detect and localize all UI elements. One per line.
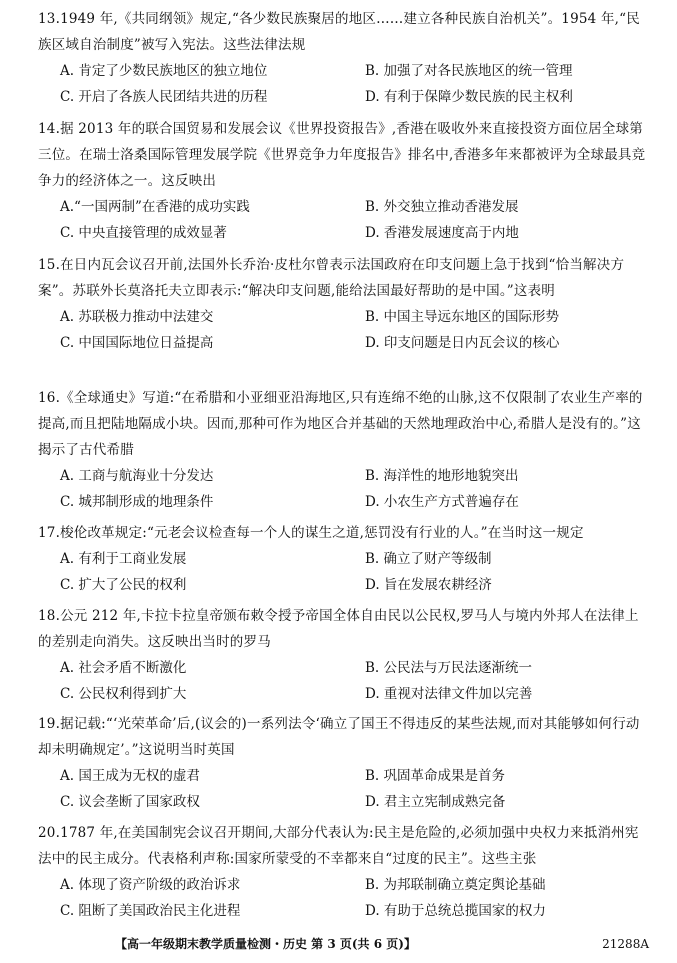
question-18 xyxy=(38,603,648,707)
option-b: B. 海洋性的地形地貌突出 xyxy=(365,468,519,484)
option-a: A. 社会矛盾不断激化 xyxy=(60,660,187,676)
question-19 xyxy=(38,711,648,815)
option-d: D. 重视对法律文件加以完善 xyxy=(365,686,533,702)
option-d: D. 君主立宪制成熟完备 xyxy=(365,794,506,810)
option-c: C. 阻断了美国政治民主化进程 xyxy=(60,903,241,919)
option-a: A. 有利于工商业发展 xyxy=(60,551,187,567)
question-13 xyxy=(38,6,648,110)
option-grid xyxy=(60,655,648,707)
option-d: D. 旨在发展农耕经济 xyxy=(365,577,492,593)
page-footer xyxy=(0,934,677,954)
option-a: A. 国王成为无权的虚君 xyxy=(60,768,200,784)
option-b: B. 公民法与万民法逐渐统一 xyxy=(365,660,533,676)
option-c: C. 开启了各族人民团结共进的历程 xyxy=(60,89,268,105)
option-b: B. 中国主导远东地区的国际形势 xyxy=(365,309,560,325)
footer-title: 【高一年级期末教学质量检测・历史 第 3 页(共 6 页)】 xyxy=(115,937,416,951)
option-grid xyxy=(60,763,648,815)
question-20 xyxy=(38,820,648,924)
option-d: D. 印支问题是日内瓦会议的核心 xyxy=(365,335,560,351)
option-b: B. 为邦联制确立奠定舆论基础 xyxy=(365,877,546,893)
option-b: B. 巩固革命成果是首务 xyxy=(365,768,506,784)
question-stem: 16.《全球通史》写道:“在希腊和小亚细亚沿海地区,只有连绵不绝的山脉,这不仅限制了农业生产率的提高,而且把陆地隔成小块。因而,那种可作为地区合并基础的天然地理政治中心,希腊人是没有的。”这揭示了古代希腊 xyxy=(38,390,643,458)
option-d: D. 小农生产方式普遍存在 xyxy=(365,494,519,510)
option-a: A. 工商与航海业十分发达 xyxy=(60,468,214,484)
question-stem: 13.1949 年,《共同纲领》规定,“各少数民族聚居的地区……建立各种民族自治机关”。1954 年,“民族区域自治制度”被写入宪法。这些法律法规 xyxy=(38,11,640,53)
option-c: C. 议会垄断了国家政权 xyxy=(60,794,200,810)
option-a: A. 苏联极力推动中法建交 xyxy=(60,309,214,325)
option-grid xyxy=(60,463,648,515)
question-stem: 14.据 2013 年的联合国贸易和发展会议《世界投资报告》,香港在吸收外来直接投资方面位居全球第三位。在瑞士洛桑国际管理发展学院《世界竞争力年度报告》排名中,香港多年来都被评为全球最具竞争力的经济体之一。这反映出 xyxy=(38,121,646,189)
question-stem: 17.梭伦改革规定:“元老会议检查每一个人的谋生之道,惩罚没有行业的人。”在当时这一规定 xyxy=(38,525,584,541)
question-stem: 20.1787 年,在美国制宪会议召开期间,大部分代表认为:民主是危险的,必须加强中央权力来抵消州宪法中的民主成分。代表格利声称:国家所蒙受的不幸都来自“过度的民主”。这些主张 xyxy=(38,825,639,867)
option-c: C. 扩大了公民的权利 xyxy=(60,577,187,593)
option-grid xyxy=(60,304,648,356)
option-grid xyxy=(60,546,648,598)
option-d: D. 有利于保障少数民族的民主权利 xyxy=(365,89,573,105)
question-14 xyxy=(38,116,648,246)
option-c: C. 中央直接管理的成效显著 xyxy=(60,225,227,241)
question-stem: 19.据记载:“‘光荣革命’后,(议会的)一系列法令‘确立了国王不得违反的某些法规,而对其能够如何行动却未明确规定’。”这说明当时英国 xyxy=(38,716,640,758)
option-b: B. 外交独立推动香港发展 xyxy=(365,199,519,215)
option-a: A. 肯定了少数民族地区的独立地位 xyxy=(60,63,268,79)
option-b: B. 确立了财产等级制 xyxy=(365,551,492,567)
option-c: C. 公民权利得到扩大 xyxy=(60,686,187,702)
option-c: C. 城邦制形成的地理条件 xyxy=(60,494,214,510)
option-a: A.“一国两制”在香港的成功实践 xyxy=(60,199,250,215)
option-grid xyxy=(60,872,648,924)
option-b: B. 加强了对各民族地区的统一管理 xyxy=(365,63,573,79)
option-c: C. 中国国际地位日益提高 xyxy=(60,335,214,351)
question-16 xyxy=(38,385,648,515)
question-17 xyxy=(38,520,648,598)
option-grid xyxy=(60,194,648,246)
question-15 xyxy=(38,252,648,356)
option-d: D. 香港发展速度高于内地 xyxy=(365,225,519,241)
option-d: D. 有助于总统总揽国家的权力 xyxy=(365,903,546,919)
question-stem: 18.公元 212 年,卡拉卡拉皇帝颁布敕令授予帝国全体自由民以公民权,罗马人与境内外邦人在法律上的差别走向消失。这反映出当时的罗马 xyxy=(38,608,639,650)
question-stem: 15.在日内瓦会议召开前,法国外长乔治·皮杜尔曾表示法国政府在印支问题上急于找到“恰当解决方案”。苏联外长莫洛托夫立即表示:“解决印支问题,能给法国最好帮助的是中国。”这表明 xyxy=(38,257,625,299)
paper-code: 21288A xyxy=(602,937,649,951)
option-grid xyxy=(60,58,648,110)
option-a: A. 体现了资产阶级的政治诉求 xyxy=(60,877,241,893)
